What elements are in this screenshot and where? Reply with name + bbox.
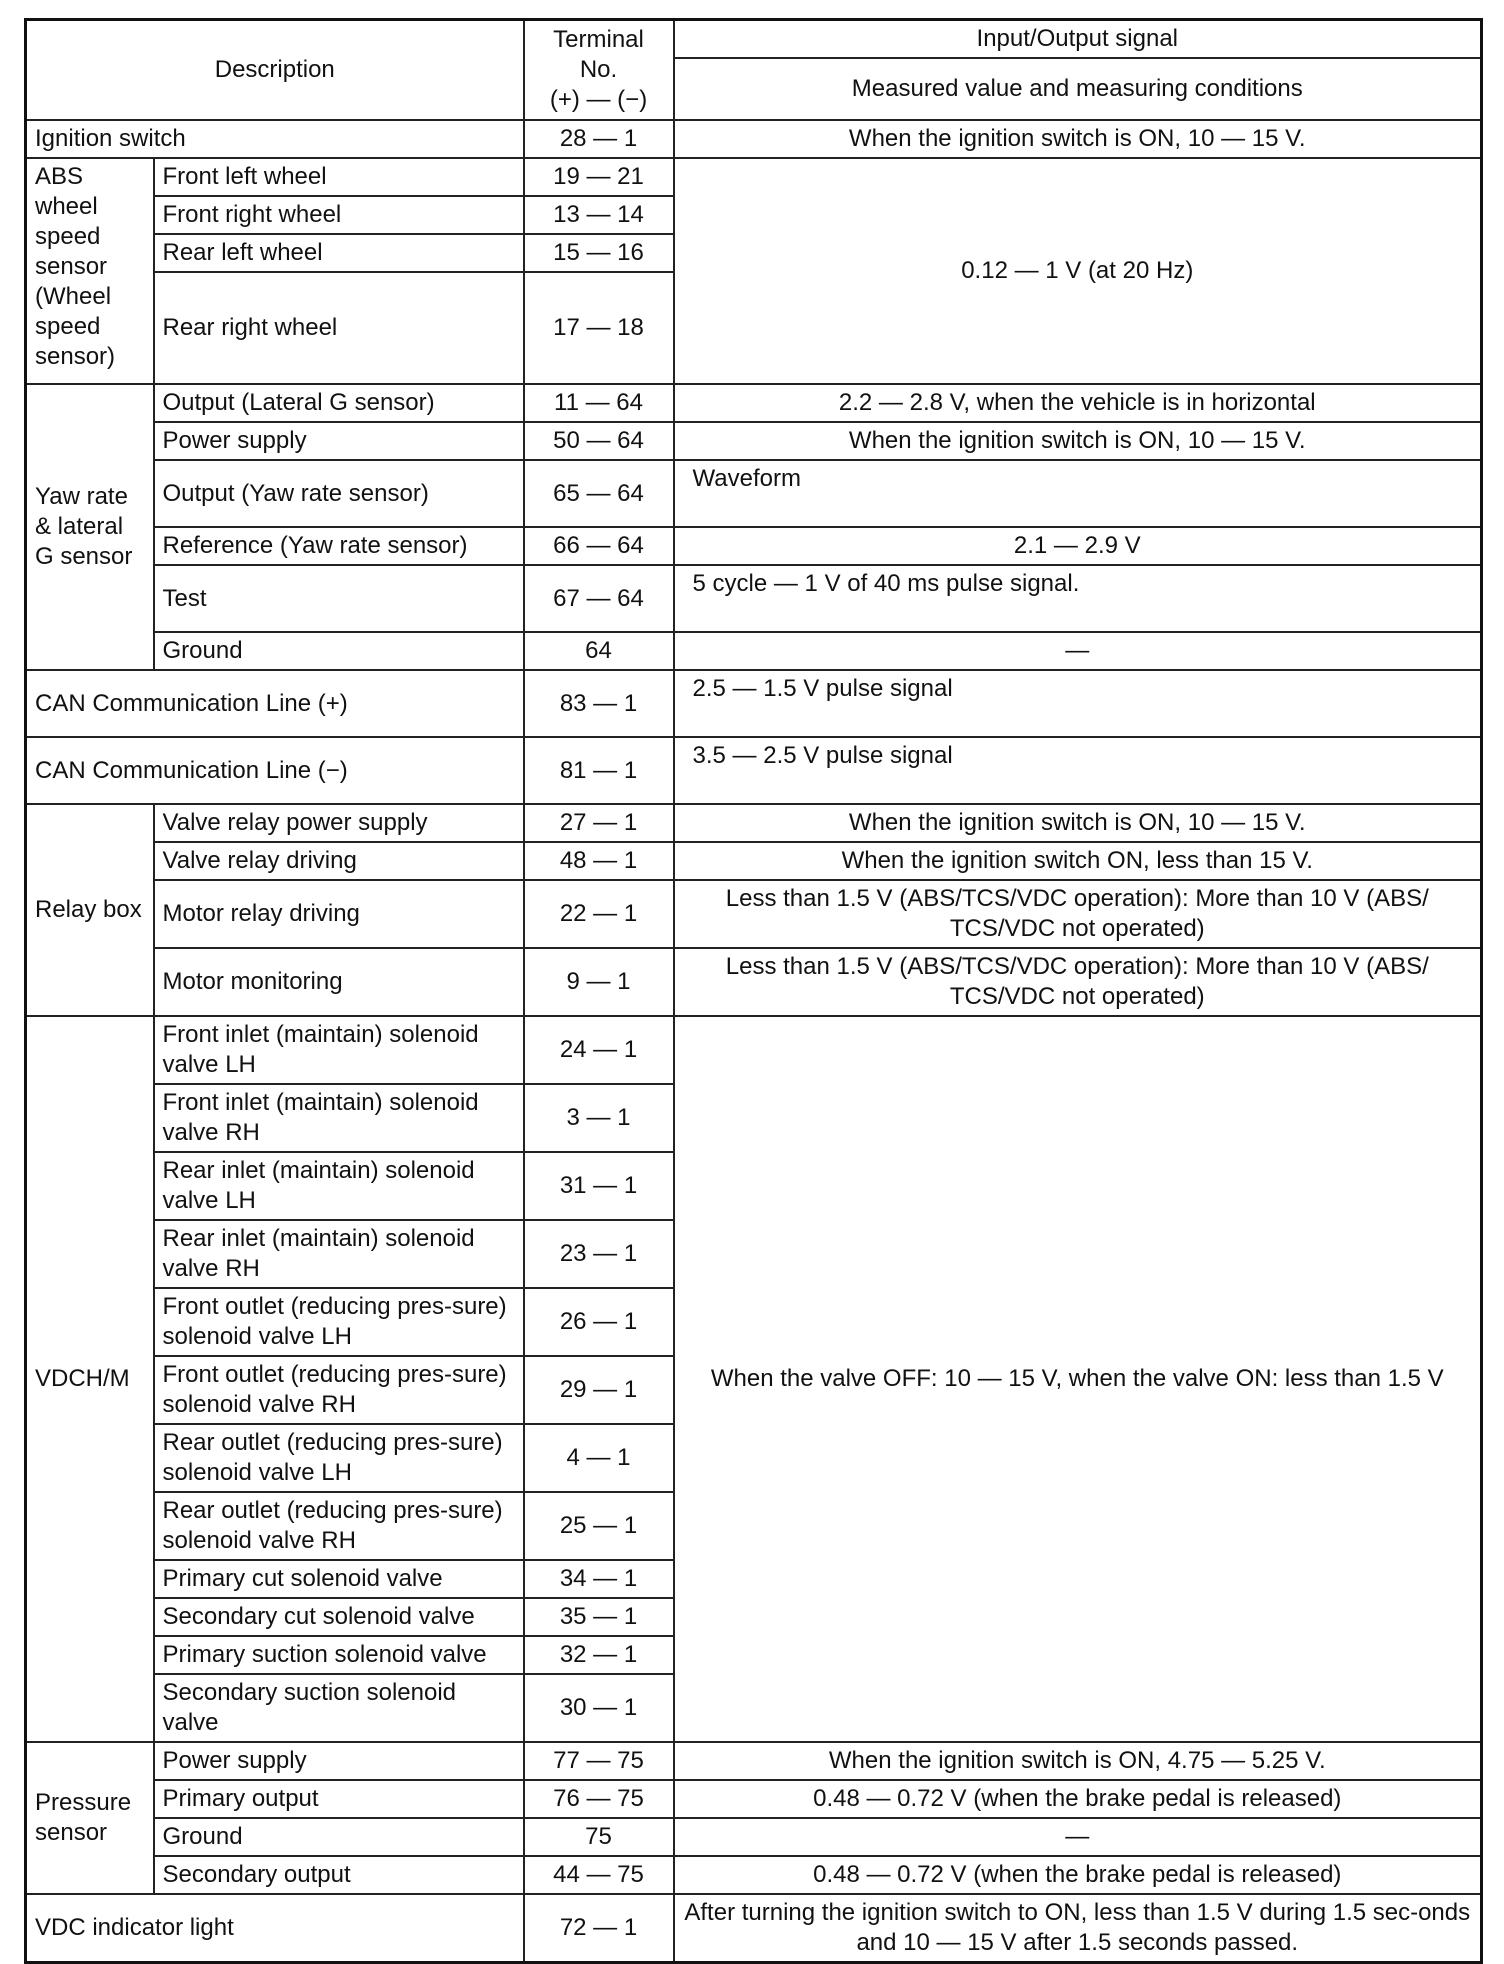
table-row	[26, 948, 1482, 1016]
row-terminal: 15 — 16	[524, 234, 674, 272]
table-row	[26, 120, 1482, 158]
group-vdch-m: VDCH/M	[26, 1016, 154, 1742]
row-terminal: 28 — 1	[524, 120, 674, 158]
row-terminal: 35 — 1	[524, 1598, 674, 1636]
group-yaw-rate-lateral-g-sensor: Yaw rate & lateral G sensor	[26, 384, 154, 670]
row-description: Front left wheel	[154, 158, 524, 196]
row-description: Rear outlet (reducing pres-sure) solenoid valve RH	[154, 1492, 524, 1560]
row-description: Primary suction solenoid valve	[154, 1636, 524, 1674]
header-terminal-line-1: Terminal	[553, 26, 644, 53]
row-value: 2.1 — 2.9 V	[674, 527, 1482, 565]
table-row	[26, 460, 1482, 527]
row-terminal: 66 — 64	[524, 527, 674, 565]
row-description: Motor relay driving	[154, 880, 524, 948]
table-row	[26, 670, 1482, 737]
row-terminal: 34 — 1	[524, 1560, 674, 1598]
table-row	[26, 880, 1482, 948]
row-description: Rear inlet (maintain) solenoid valve RH	[154, 1220, 524, 1288]
row-value: Less than 1.5 V (ABS/TCS/VDC operation): More than 10 V (ABS/ TCS/VDC not operated)	[674, 880, 1482, 948]
row-terminal: 31 — 1	[524, 1152, 674, 1220]
row-description: Valve relay power supply	[154, 804, 524, 842]
table-row	[26, 1780, 1482, 1818]
row-value: 2.2 — 2.8 V, when the vehicle is in horizontal	[674, 384, 1482, 422]
row-description: Rear left wheel	[154, 234, 524, 272]
row-value: Less than 1.5 V (ABS/TCS/VDC operation): More than 10 V (ABS/ TCS/VDC not operated)	[674, 948, 1482, 1016]
row-terminal: 19 — 21	[524, 158, 674, 196]
row-terminal: 9 — 1	[524, 948, 674, 1016]
row-description: Output (Yaw rate sensor)	[154, 460, 524, 527]
row-terminal: 72 — 1	[524, 1894, 674, 1963]
header-measured: Measured value and measuring conditions	[674, 58, 1482, 120]
row-terminal: 24 — 1	[524, 1016, 674, 1084]
row-description: Test	[154, 565, 524, 632]
row-terminal: 3 — 1	[524, 1084, 674, 1152]
header-row	[26, 20, 1482, 59]
table-row	[26, 158, 1482, 196]
row-terminal: 13 — 14	[524, 196, 674, 234]
header-terminal	[524, 20, 674, 121]
row-terminal: 83 — 1	[524, 670, 674, 737]
row-value: 3.5 — 2.5 V pulse signal	[674, 737, 1482, 804]
table-row	[26, 1818, 1482, 1856]
row-description: Front outlet (reducing pres-sure) solenoid valve LH	[154, 1288, 524, 1356]
row-terminal: 67 — 64	[524, 565, 674, 632]
row-value: —	[674, 632, 1482, 670]
row-terminal: 22 — 1	[524, 880, 674, 948]
row-description: Secondary output	[154, 1856, 524, 1894]
row-terminal: 26 — 1	[524, 1288, 674, 1356]
row-description: CAN Communication Line (+)	[26, 670, 524, 737]
row-terminal: 4 — 1	[524, 1424, 674, 1492]
row-description: Reference (Yaw rate sensor)	[154, 527, 524, 565]
row-description: Power supply	[154, 422, 524, 460]
row-description: Rear inlet (maintain) solenoid valve LH	[154, 1152, 524, 1220]
row-terminal: 48 — 1	[524, 842, 674, 880]
row-description: Rear right wheel	[154, 272, 524, 384]
table-row	[26, 527, 1482, 565]
header-terminal-line-3: (+) — (−)	[549, 86, 648, 113]
row-description: Primary cut solenoid valve	[154, 1560, 524, 1598]
row-description: Ground	[154, 632, 524, 670]
row-terminal: 81 — 1	[524, 737, 674, 804]
table-row	[26, 1894, 1482, 1963]
row-terminal: 50 — 64	[524, 422, 674, 460]
row-value: When the ignition switch is ON, 10 — 15 V.	[674, 422, 1482, 460]
row-description: CAN Communication Line (−)	[26, 737, 524, 804]
group-pressure-sensor: Pressure sensor	[26, 1742, 154, 1894]
row-description: Secondary suction solenoid valve	[154, 1674, 524, 1742]
header-description: Description	[26, 20, 524, 121]
row-description: Rear outlet (reducing pres-sure) solenoid valve LH	[154, 1424, 524, 1492]
row-description: Power supply	[154, 1742, 524, 1780]
table-row	[26, 565, 1482, 632]
table-row	[26, 804, 1482, 842]
row-description: VDC indicator light	[26, 1894, 524, 1963]
header-io-signal: Input/Output signal	[674, 20, 1482, 59]
row-terminal: 75	[524, 1818, 674, 1856]
row-value: 0.12 — 1 V (at 20 Hz)	[674, 158, 1482, 384]
group-relay-box: Relay box	[26, 804, 154, 1016]
table-row	[26, 737, 1482, 804]
row-terminal: 29 — 1	[524, 1356, 674, 1424]
row-description: Primary output	[154, 1780, 524, 1818]
row-terminal: 64	[524, 632, 674, 670]
row-value: After turning the ignition switch to ON, less than 1.5 V during 1.5 sec-onds and 10 — 15 V after 1.5 seconds passed.	[674, 1894, 1482, 1963]
row-value: 2.5 — 1.5 V pulse signal	[674, 670, 1482, 737]
table-row	[26, 1856, 1482, 1894]
row-terminal: 17 — 18	[524, 272, 674, 384]
row-value: 5 cycle — 1 V of 40 ms pulse signal.	[674, 565, 1482, 632]
terminal-spec-table	[24, 18, 1483, 1964]
row-description: Ground	[154, 1818, 524, 1856]
row-terminal: 23 — 1	[524, 1220, 674, 1288]
row-terminal: 32 — 1	[524, 1636, 674, 1674]
row-value: When the ignition switch ON, less than 15 V.	[674, 842, 1482, 880]
row-value: 0.48 — 0.72 V (when the brake pedal is released)	[674, 1780, 1482, 1818]
row-value: 0.48 — 0.72 V (when the brake pedal is released)	[674, 1856, 1482, 1894]
row-value: When the valve OFF: 10 — 15 V, when the valve ON: less than 1.5 V	[674, 1016, 1482, 1742]
row-terminal: 76 — 75	[524, 1780, 674, 1818]
row-description: Output (Lateral G sensor)	[154, 384, 524, 422]
row-terminal: 11 — 64	[524, 384, 674, 422]
row-description: Secondary cut solenoid valve	[154, 1598, 524, 1636]
row-terminal: 65 — 64	[524, 460, 674, 527]
table-row	[26, 1016, 1482, 1084]
row-description: Front outlet (reducing pres-sure) solenoid valve RH	[154, 1356, 524, 1424]
row-value: When the ignition switch is ON, 10 — 15 V.	[674, 120, 1482, 158]
row-terminal: 44 — 75	[524, 1856, 674, 1894]
row-terminal: 25 — 1	[524, 1492, 674, 1560]
row-terminal: 77 — 75	[524, 1742, 674, 1780]
row-terminal: 30 — 1	[524, 1674, 674, 1742]
header-terminal-line-2: No.	[579, 56, 618, 83]
table-row	[26, 422, 1482, 460]
row-value: —	[674, 1818, 1482, 1856]
row-terminal: 27 — 1	[524, 804, 674, 842]
table-row	[26, 1742, 1482, 1780]
row-description: Ignition switch	[26, 120, 524, 158]
table-row	[26, 384, 1482, 422]
table-row	[26, 632, 1482, 670]
row-description: Front inlet (maintain) solenoid valve RH	[154, 1084, 524, 1152]
row-description: Front right wheel	[154, 196, 524, 234]
row-value: When the ignition switch is ON, 4.75 — 5.25 V.	[674, 1742, 1482, 1780]
group-abs-wheel-speed-sensor: ABS wheel speed sensor (Wheel speed sensor)	[26, 158, 154, 384]
table-row	[26, 842, 1482, 880]
row-description: Motor monitoring	[154, 948, 524, 1016]
row-description: Front inlet (maintain) solenoid valve LH	[154, 1016, 524, 1084]
row-value: When the ignition switch is ON, 10 — 15 V.	[674, 804, 1482, 842]
row-description: Valve relay driving	[154, 842, 524, 880]
row-value: Waveform	[674, 460, 1482, 527]
